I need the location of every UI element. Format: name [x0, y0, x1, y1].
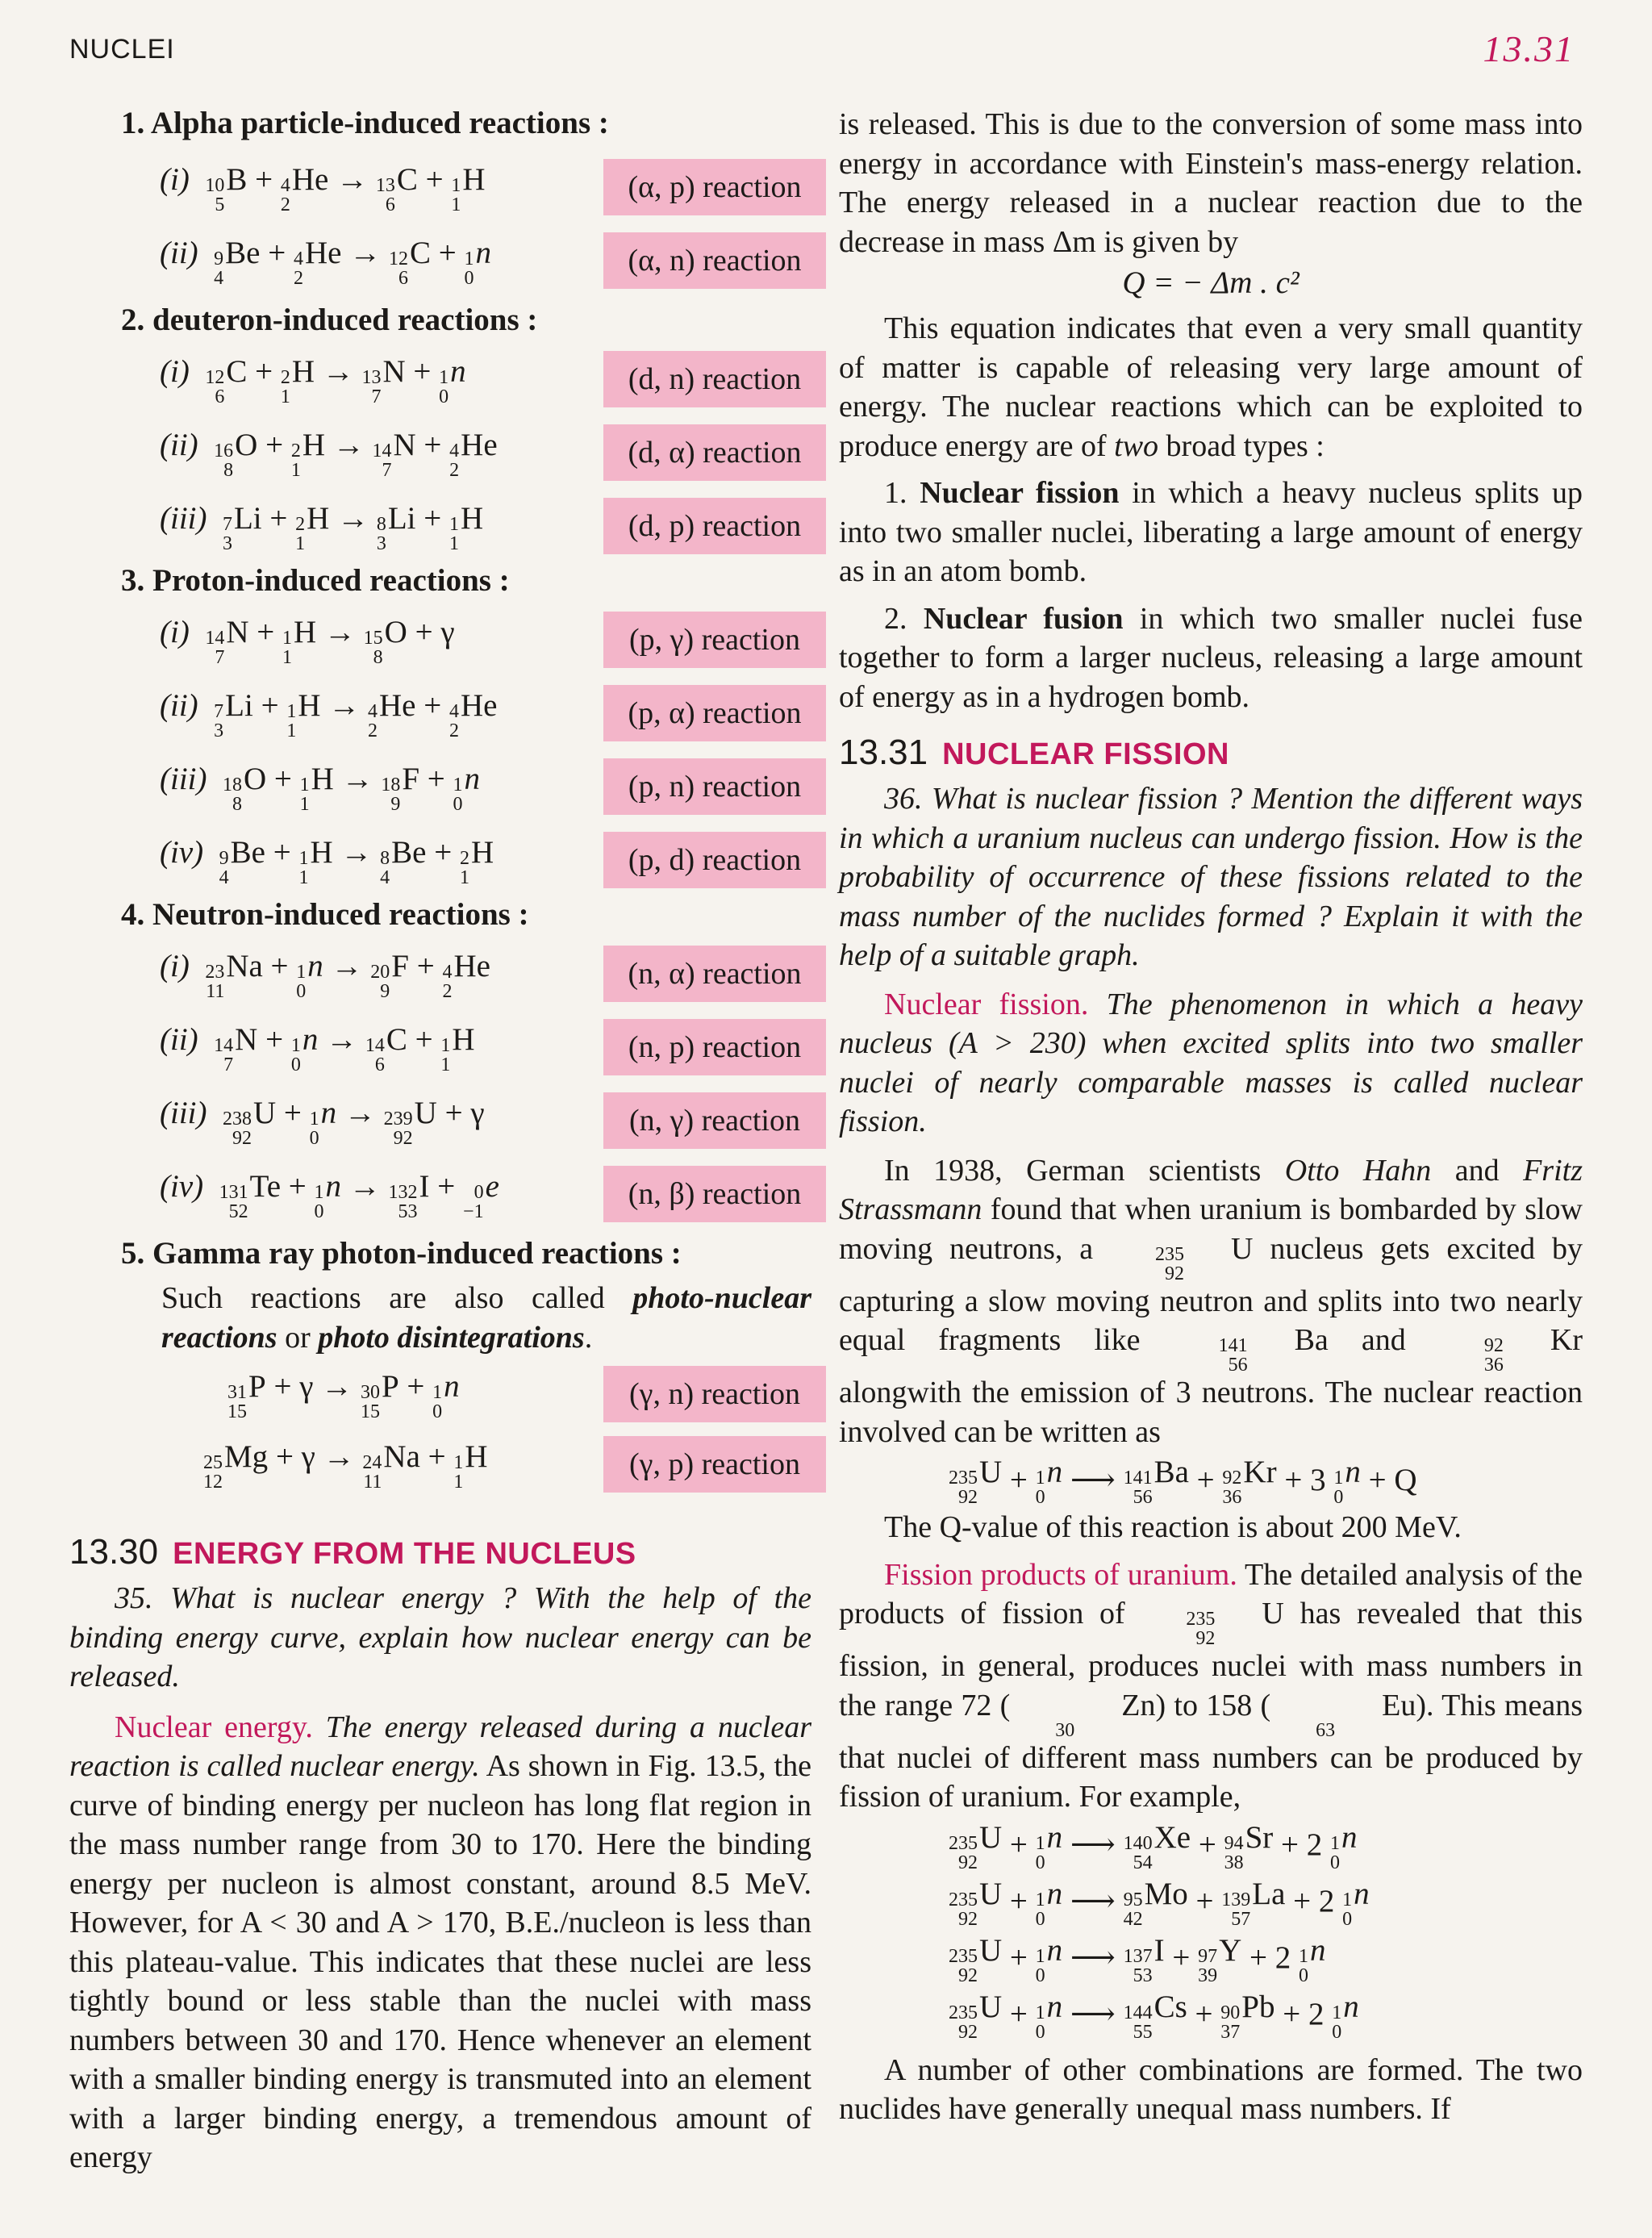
reaction-equation: (i) 14 7 N + 1 1 H → 15 8 O + γ	[160, 614, 455, 668]
reaction-type-badge: (d, α) reaction	[603, 424, 826, 481]
heading-alpha: 1. Alpha particle-induced reactions :	[121, 106, 609, 140]
fission-equation: 235 92 U + 1 0 n ⟶ 137 53 I + 97 39 Y + 2 1 0 n	[949, 1932, 1326, 1986]
reaction-row	[69, 749, 811, 823]
reaction-equation: (iii) 18 8 O + 1 1 H → 18 9 F + 1 0 n	[160, 761, 481, 815]
reaction-row	[69, 1357, 811, 1430]
reaction-type-badge: (p, γ) reaction	[603, 612, 826, 668]
fission-equation: 235 92 U + 1 0 n ⟶ 140 54 Xe + 94 38 Sr + 2 1 0 n	[949, 1819, 1358, 1873]
fission-equation: 235 92 U + 1 0 n ⟶ 144 55 Cs + 90 37 Pb + 2 1 0 n	[949, 1989, 1359, 2043]
section-heading: 13.30 ENERGY FROM THE NUCLEUS	[69, 1532, 636, 1572]
paragraph: The Q-value of this reaction is about 200 MeV.	[884, 1510, 1462, 1544]
reaction-equation: (iv) 9 4 Be + 1 1 H → 8 4 Be + 2 1 H	[160, 834, 494, 888]
reaction-equation: (i) 10 5 B + 4 2 He → 13 6 C + 1 1 H	[160, 161, 486, 215]
reaction-equation: (ii) 16 8 O + 2 1 H → 14 7 N + 4 2 He	[160, 427, 498, 481]
paragraph: In 1938, German scientists Otto Hahn and Fritz Strassmann found that when uranium is bombarded by slow moving neutrons, a 235 92 U nucleus gets excited by capturing a slow moving neutron and splits into two nearly equal fragments like 141 56 Ba and 92 36 Kr alongwith the emission of 3 neutrons. The nuclear reaction involved can be written as	[839, 1153, 1583, 1449]
question-35: 35. What is nuclear energy ? With the help of the binding energy curve, explain how nuclear energy can be released.	[69, 1581, 811, 1693]
reaction-type-badge: (n, β) reaction	[603, 1166, 826, 1222]
right-column	[839, 105, 1583, 2129]
reaction-type-badge: (γ, n) reaction	[603, 1366, 826, 1422]
reaction-row	[69, 676, 811, 749]
heading-gamma: 5. Gamma ray photon-induced reactions :	[121, 1236, 682, 1271]
reaction-row	[69, 937, 811, 1010]
reaction-equation: (iii) 7 3 Li + 2 1 H → 8 3 Li + 1 1 H	[160, 500, 484, 554]
mass-energy-formula: Q = − Δm . c²	[1122, 265, 1299, 300]
paragraph: A number of other combinations are formed. The two nuclides have generally unequal mass numbers. If	[839, 2052, 1583, 2126]
section-heading: 13.31 NUCLEAR FISSION	[839, 733, 1229, 772]
reaction-equation: (i) 12 6 C + 2 1 H → 13 7 N + 1 0 n	[160, 353, 466, 407]
running-header: NUCLEI	[69, 34, 175, 65]
left-column	[69, 105, 811, 2177]
fission-list-item: 1. Nuclear fission in which a heavy nucleus splits up into two smaller nuclei, liberating a large amount of energy as in an atom bomb.	[839, 476, 1583, 588]
reaction-type-badge: (γ, p) reaction	[603, 1436, 826, 1493]
question-36: 36. What is nuclear fission ? Mention the different ways in which a uranium nucleus can undergo fission. How is the probability of occurrence of these fissions related to the mass number of the nuclides formed ? Explain it with the help of a suitable graph.	[839, 782, 1583, 972]
reaction-row	[69, 1430, 811, 1498]
reaction-equation: (ii) 9 4 Be + 4 2 He → 12 6 C + 1 0 n	[160, 235, 491, 289]
reaction-row	[69, 1157, 811, 1230]
reaction-type-badge: (n, γ) reaction	[603, 1092, 826, 1149]
reaction-equation: (iii) 238 92 U + 1 0 n → 239 92 U + γ	[160, 1095, 485, 1149]
heading-deuteron: 2. deuteron-induced reactions :	[121, 303, 538, 337]
reaction-row	[69, 415, 811, 489]
reaction-type-badge: (p, α) reaction	[603, 685, 826, 741]
reaction-type-badge: (n, α) reaction	[603, 946, 826, 1002]
reaction-row	[69, 342, 811, 415]
nuclear-fission-definition: Nuclear fission. The phenomenon in which a heavy nucleus (A > 230) when excited splits into two smaller nuclei of nearly comparable masses is called nuclear fission.	[839, 987, 1583, 1138]
reaction-row	[69, 223, 811, 297]
reaction-row	[69, 1084, 811, 1157]
reaction-row	[69, 603, 811, 676]
fission-equation: 235 92 U + 1 0 n ⟶ 95 42 Mo + 139 57 La + 2 1 0 n	[949, 1876, 1370, 1930]
paragraph: This equation indicates that even a very small quantity of matter is capable of releasing very large amount of energy. The nuclear reactions which can be exploited to produce energy are of two broad types :	[839, 311, 1583, 463]
reaction-equation: (i) 23 11 Na + 1 0 n → 20 9 F + 4 2 He	[160, 948, 490, 1002]
fusion-list-item: 2. Nuclear fusion in which two smaller nuclei fuse together to form a larger nucleus, releasing a large amount of energy as in a hydrogen bomb.	[839, 601, 1583, 714]
reaction-equation: (ii) 7 3 Li + 1 1 H → 4 2 He + 4 2 He	[160, 687, 498, 741]
reaction-equation: 25 12 Mg + γ → 24 11 Na + 1 1 H	[203, 1439, 488, 1493]
heading-neutron: 4. Neutron-induced reactions :	[121, 897, 529, 932]
reaction-type-badge: (d, n) reaction	[603, 351, 826, 407]
reaction-row	[69, 1010, 811, 1084]
reaction-equation: (iv) 131 52 Te + 1 0 n → 132 53 I + 0 −1 e	[160, 1168, 499, 1222]
reaction-type-badge: (d, p) reaction	[603, 498, 826, 554]
fission-equation: 235 92 U + 1 0 n ⟶ 141 56 Ba + 92 36 Kr + 3 1 0 n + Q	[949, 1455, 1417, 1508]
reaction-type-badge: (α, p) reaction	[603, 159, 826, 215]
page-number: 13.31	[1483, 28, 1575, 69]
reaction-type-badge: (p, d) reaction	[603, 832, 826, 888]
reaction-row	[69, 150, 811, 223]
reaction-row	[69, 489, 811, 562]
reaction-type-badge: (n, p) reaction	[603, 1019, 826, 1075]
paragraph: is released. This is due to the conversion of some mass into energy in accordance with Einstein's mass-energy relation. The energy released in a nuclear reaction due to the decrease in mass Δm is given by	[839, 107, 1583, 259]
gamma-description: Such reactions are also called photo-nuclear reactions or photo disintegrations.	[161, 1281, 811, 1355]
reaction-row	[69, 823, 811, 896]
reaction-equation: (ii) 14 7 N + 1 0 n → 14 6 C + 1 1 H	[160, 1021, 475, 1075]
reaction-type-badge: (α, n) reaction	[603, 232, 826, 289]
nuclear-energy-paragraph: Nuclear energy. The energy released during a nuclear reaction is called nuclear energy. As shown in Fig. 13.5, the curve of binding energy per nucleon has long flat region in the mass number range from 30 to 170. Here the binding energy per nucleon is almost constant, around 8.5 MeV. However, for A < 30 and A > 170, B.E./nucleon is less than this plateau-value. This indicates that these nuclei are less tightly bound or less stable than the nuclei with mass numbers between 30 and 170. Hence whenever an element with a smaller binding energy is transmuted into an element with a larger binding energy, a tremendous amount of energy	[69, 1710, 811, 2174]
reaction-equation: 31 15 P + γ → 30 15 P + 1 0 n	[227, 1368, 460, 1422]
reaction-type-badge: (p, n) reaction	[603, 758, 826, 815]
fission-products-paragraph: Fission products of uranium. The detailed analysis of the products of fission of 235 92 U has revealed that this fission, in general, produces nuclei with mass numbers in the range 72 ( 30 Zn) to 158 ( 63 Eu). This means that nuclei of different mass numbers can be produced by fission of uranium. For example,	[839, 1557, 1583, 1814]
heading-proton: 3. Proton-induced reactions :	[121, 563, 510, 598]
